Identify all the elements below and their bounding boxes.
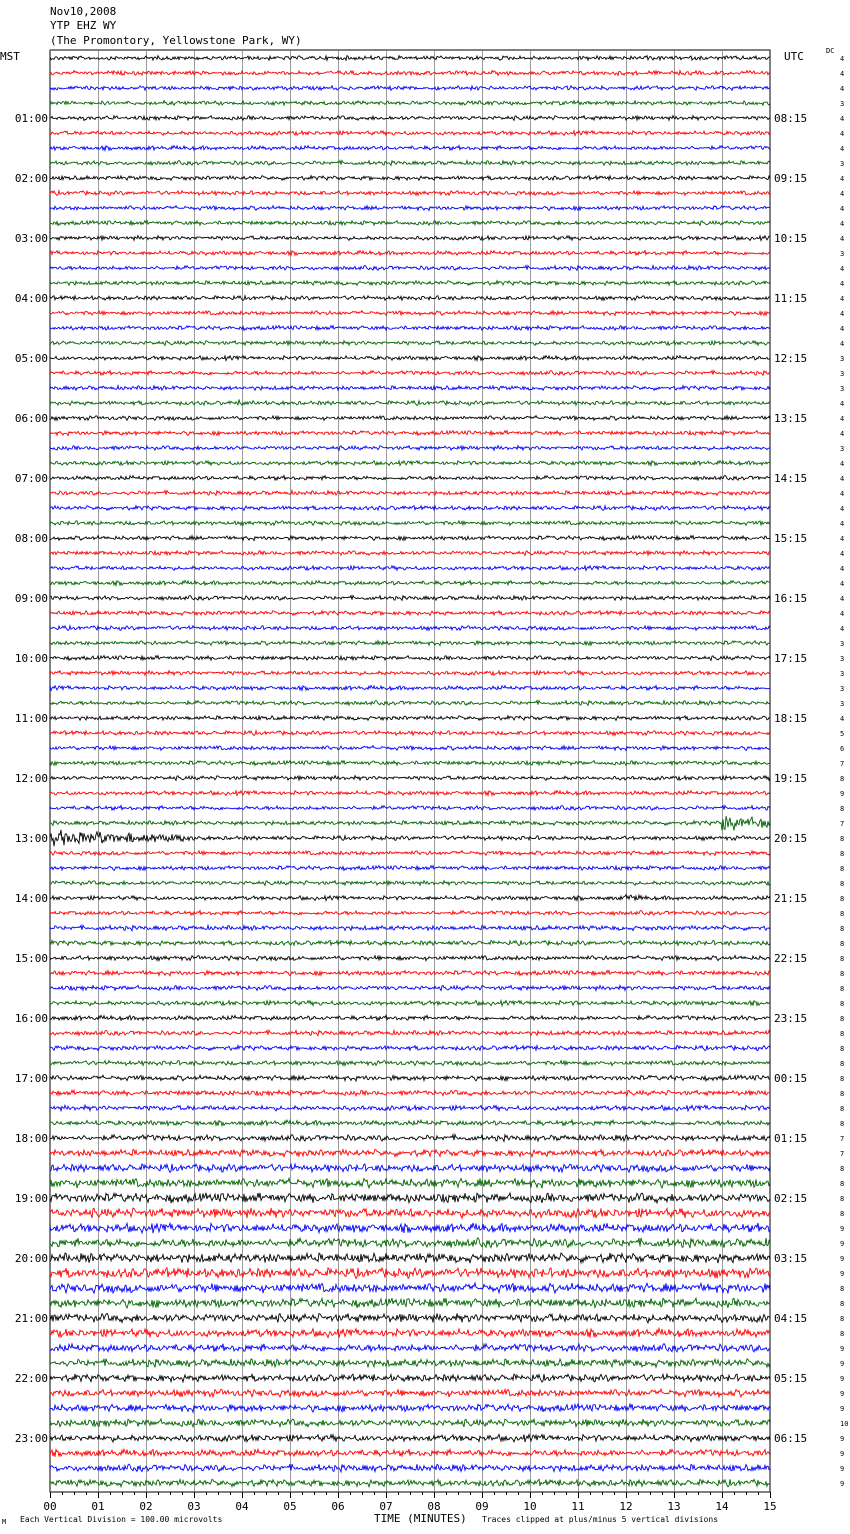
x-tick-label: 02	[139, 1500, 153, 1513]
seismic-trace	[50, 1419, 770, 1427]
dc-offset-value: 4	[840, 295, 845, 303]
dc-offset-value: 4	[840, 415, 845, 423]
record-date: Nov10,2008	[50, 5, 117, 18]
dc-offset-value: 4	[840, 475, 845, 483]
seismic-trace	[50, 956, 770, 961]
seismic-trace	[50, 131, 770, 136]
seismic-trace	[50, 1193, 770, 1203]
seismic-trace	[50, 1464, 770, 1472]
hour-label-utc: 00:15	[774, 1072, 808, 1085]
seismic-trace	[50, 1075, 770, 1081]
seismic-trace	[50, 1253, 770, 1263]
dc-offset-value: 4	[840, 280, 845, 288]
dc-offset-value: 4	[840, 55, 845, 63]
hour-label-utc: 06:15	[774, 1432, 808, 1445]
hour-label-utc: 13:15	[774, 412, 808, 425]
hour-label-local: 20:00	[14, 1252, 48, 1265]
seismic-trace	[50, 1359, 770, 1368]
hour-label-local: 03:00	[14, 232, 48, 245]
hour-label-utc: 08:15	[774, 112, 808, 125]
x-tick-label: 05	[283, 1500, 297, 1513]
hour-label-local: 12:00	[14, 772, 48, 785]
hour-label-utc: 19:15	[774, 772, 808, 785]
hour-label-local: 13:00	[14, 832, 48, 845]
hour-label-utc: 10:15	[774, 232, 808, 245]
dc-offset-value: 7	[840, 1150, 845, 1158]
label-layer	[15, 55, 849, 1513]
seismic-trace	[50, 1135, 770, 1142]
dc-offset-value: 4	[840, 175, 845, 183]
dc-offset-value: 9	[840, 1270, 845, 1278]
x-axis-title: TIME (MINUTES)	[374, 1512, 467, 1525]
hour-label-local: 02:00	[14, 172, 48, 185]
hour-label-utc: 12:15	[774, 352, 808, 365]
seismic-trace	[50, 236, 770, 241]
dc-offset-value: 8	[840, 1285, 845, 1293]
seismic-trace	[50, 71, 770, 76]
dc-offset-value: 9	[840, 1480, 845, 1488]
dc-offset-value: 8	[840, 805, 845, 813]
seismic-trace	[50, 816, 770, 830]
seismic-trace	[50, 221, 770, 226]
dc-offset-value: 9	[840, 790, 845, 798]
dc-offset-value: 9	[840, 1360, 845, 1368]
x-tick-label: 04	[235, 1500, 249, 1513]
seismic-trace	[50, 1434, 770, 1442]
dc-offset-value: 4	[840, 610, 845, 618]
seismic-trace	[50, 476, 770, 481]
dc-offset-value: 4	[840, 535, 845, 543]
seismic-trace	[50, 341, 770, 346]
x-tick-label: 08	[427, 1500, 441, 1513]
x-tick-label: 01	[91, 1500, 105, 1513]
hour-label-utc: 21:15	[774, 892, 808, 905]
hour-label-local: 15:00	[14, 952, 48, 965]
dc-offset-value: 4	[840, 220, 845, 228]
dc-offset-value: 10	[840, 1420, 849, 1428]
trace-layer	[50, 56, 770, 1487]
dc-offset-value: 4	[840, 595, 845, 603]
seismic-trace	[50, 791, 770, 796]
seismic-trace	[50, 461, 770, 466]
seismic-trace	[50, 701, 770, 706]
seismic-trace	[50, 296, 770, 301]
seismic-trace	[50, 1149, 770, 1156]
hour-label-local: 21:00	[14, 1312, 48, 1325]
dc-offset-value: 8	[840, 1330, 845, 1338]
dc-offset-value: 4	[840, 565, 845, 573]
seismic-trace	[50, 970, 770, 975]
dc-offset-value: 9	[840, 1390, 845, 1398]
hour-label-utc: 23:15	[774, 1012, 808, 1025]
seismic-trace	[50, 1449, 770, 1457]
right-timezone-label: UTC	[784, 50, 804, 63]
seismic-trace	[50, 611, 770, 616]
seismic-trace	[50, 281, 770, 286]
dc-offset-value: 9	[840, 1240, 845, 1248]
seismic-trace	[50, 116, 770, 121]
dc-offset-value: 5	[840, 730, 845, 738]
seismic-trace	[50, 895, 770, 901]
seismic-trace	[50, 371, 770, 376]
seismic-trace	[50, 626, 770, 631]
hour-label-local: 23:00	[14, 1432, 48, 1445]
hour-label-local: 05:00	[14, 352, 48, 365]
seismic-trace	[50, 206, 770, 211]
seismic-trace	[50, 251, 770, 256]
seismic-trace	[50, 1105, 770, 1111]
seismic-trace	[50, 761, 770, 766]
dc-offset-value: 8	[840, 835, 845, 843]
dc-offset-value: 8	[840, 1195, 845, 1203]
dc-offset-value: 8	[840, 910, 845, 918]
seismic-trace	[50, 386, 770, 391]
left-timezone-label: MST	[0, 50, 20, 63]
dc-offset-value: 4	[840, 400, 845, 408]
dc-column-label: DC	[826, 47, 835, 55]
dc-offset-value: 3	[840, 250, 845, 258]
corner-mark: M	[2, 1518, 7, 1526]
hour-label-utc: 14:15	[774, 472, 808, 485]
dc-offset-value: 8	[840, 1120, 845, 1128]
dc-offset-value: 8	[840, 970, 845, 978]
station-location: (The Promontory, Yellowstone Park, WY)	[50, 34, 302, 47]
hour-label-utc: 11:15	[774, 292, 808, 305]
seismic-trace	[50, 326, 770, 331]
dc-offset-value: 3	[840, 355, 845, 363]
hour-label-utc: 18:15	[774, 712, 808, 725]
dc-offset-value: 7	[840, 820, 845, 828]
dc-offset-value: 3	[840, 160, 845, 168]
hour-label-utc: 03:15	[774, 1252, 808, 1265]
seismic-trace	[50, 1164, 770, 1173]
dc-offset-value: 8	[840, 1015, 845, 1023]
dc-offset-value: 4	[840, 520, 845, 528]
seismic-trace	[50, 266, 770, 271]
dc-offset-value: 4	[840, 430, 845, 438]
seismic-trace	[50, 400, 770, 406]
seismic-trace	[50, 176, 770, 181]
x-tick-label: 03	[187, 1500, 201, 1513]
hour-label-utc: 04:15	[774, 1312, 808, 1325]
seismic-trace	[50, 551, 770, 556]
dc-offset-value: 8	[840, 1030, 845, 1038]
x-tick-label: 07	[379, 1500, 393, 1513]
seismic-trace	[50, 1479, 770, 1487]
dc-offset-value: 3	[840, 640, 845, 648]
seismic-trace	[50, 1298, 770, 1308]
dc-offset-value: 4	[840, 115, 845, 123]
hour-label-local: 16:00	[14, 1012, 48, 1025]
seismic-trace	[50, 1329, 770, 1338]
dc-offset-value: 4	[840, 70, 845, 78]
x-tick-label: 11	[571, 1500, 585, 1513]
hour-label-utc: 02:15	[774, 1192, 808, 1205]
seismic-trace	[50, 1120, 770, 1126]
seismic-trace	[50, 566, 770, 571]
dc-offset-value: 8	[840, 940, 845, 948]
hour-label-utc: 16:15	[774, 592, 808, 605]
dc-offset-value: 8	[840, 895, 845, 903]
hour-label-utc: 22:15	[774, 952, 808, 965]
hour-label-local: 11:00	[14, 712, 48, 725]
seismic-trace	[50, 311, 770, 316]
seismic-trace	[50, 716, 770, 721]
seismic-trace	[50, 86, 770, 91]
seismic-trace	[50, 101, 770, 106]
dc-offset-value: 8	[840, 865, 845, 873]
dc-offset-value: 3	[840, 700, 845, 708]
hour-label-utc: 15:15	[774, 532, 808, 545]
hour-label-utc: 17:15	[774, 652, 808, 665]
dc-offset-value: 4	[840, 235, 845, 243]
dc-offset-value: 3	[840, 655, 845, 663]
hour-label-utc: 09:15	[774, 172, 808, 185]
seismic-trace	[50, 1061, 770, 1066]
hour-label-local: 06:00	[14, 412, 48, 425]
x-tick-label: 12	[619, 1500, 633, 1513]
dc-offset-value: 4	[840, 265, 845, 273]
dc-offset-value: 4	[840, 85, 845, 93]
seismic-trace	[50, 161, 770, 166]
dc-offset-value: 6	[840, 745, 845, 753]
seismic-trace	[50, 671, 770, 676]
dc-offset-value: 9	[840, 1435, 845, 1443]
seismic-trace	[50, 1238, 770, 1248]
hour-label-local: 08:00	[14, 532, 48, 545]
dc-offset-value: 4	[840, 490, 845, 498]
dc-offset-value: 8	[840, 775, 845, 783]
dc-offset-value: 4	[840, 715, 845, 723]
hour-label-local: 17:00	[14, 1072, 48, 1085]
x-tick-label: 10	[523, 1500, 537, 1513]
seismic-trace	[50, 985, 770, 990]
seismic-trace	[50, 1015, 770, 1020]
seismic-trace	[50, 911, 770, 916]
dc-offset-value: 4	[840, 460, 845, 468]
dc-offset-value: 9	[840, 1345, 845, 1353]
hour-label-local: 01:00	[14, 112, 48, 125]
dc-offset-value: 8	[840, 1090, 845, 1098]
x-tick-label: 15	[763, 1500, 777, 1513]
seismic-trace	[50, 536, 770, 541]
seismic-trace	[50, 1283, 770, 1293]
seismic-trace	[50, 446, 770, 451]
dc-offset-value: 7	[840, 760, 845, 768]
dc-offset-value: 8	[840, 850, 845, 858]
seismic-trace	[50, 1090, 770, 1096]
dc-offset-value: 8	[840, 985, 845, 993]
hour-label-local: 09:00	[14, 592, 48, 605]
dc-offset-value: 4	[840, 625, 845, 633]
hour-label-local: 22:00	[14, 1372, 48, 1385]
seismic-trace	[50, 56, 770, 61]
seismic-trace	[50, 1223, 770, 1233]
dc-offset-value: 3	[840, 445, 845, 453]
seismic-trace	[50, 746, 770, 751]
hour-label-utc: 05:15	[774, 1372, 808, 1385]
dc-offset-value: 3	[840, 685, 845, 693]
dc-offset-value: 8	[840, 1315, 845, 1323]
seismic-trace	[50, 506, 770, 511]
hour-label-utc: 01:15	[774, 1132, 808, 1145]
dc-offset-value: 9	[840, 1465, 845, 1473]
hour-label-local: 07:00	[14, 472, 48, 485]
seismic-trace	[50, 731, 770, 736]
seismic-trace	[50, 1030, 770, 1035]
clip-note: Traces clipped at plus/minus 5 vertical divisions	[482, 1515, 719, 1524]
dc-offset-value: 9	[840, 1255, 845, 1263]
dc-offset-value: 4	[840, 310, 845, 318]
seismic-trace	[50, 581, 770, 586]
seismic-trace	[50, 191, 770, 196]
seismic-trace	[50, 1001, 770, 1006]
hour-label-local: 10:00	[14, 652, 48, 665]
seismic-trace	[50, 686, 770, 691]
seismic-trace	[50, 1389, 770, 1397]
seismic-trace	[50, 356, 770, 361]
dc-offset-value: 9	[840, 1375, 845, 1383]
seismic-trace	[50, 1313, 770, 1322]
dc-offset-value: 8	[840, 1060, 845, 1068]
dc-offset-value: 4	[840, 130, 845, 138]
seismic-trace	[50, 830, 770, 846]
station-code: YTP EHZ WY	[50, 19, 117, 32]
seismic-trace	[50, 1268, 770, 1279]
dc-offset-value: 8	[840, 1180, 845, 1188]
dc-offset-value: 4	[840, 190, 845, 198]
dc-offset-value: 8	[840, 925, 845, 933]
x-tick-label: 00	[43, 1500, 57, 1513]
seismic-trace	[50, 940, 770, 945]
dc-offset-value: 8	[840, 1000, 845, 1008]
dc-offset-value: 7	[840, 1135, 845, 1143]
seismic-trace	[50, 431, 770, 436]
seismic-trace	[50, 1344, 770, 1352]
dc-offset-value: 4	[840, 340, 845, 348]
hour-label-utc: 20:15	[774, 832, 808, 845]
seismic-trace	[50, 806, 770, 811]
dc-offset-value: 3	[840, 100, 845, 108]
seismic-trace	[50, 596, 770, 601]
dc-offset-value: 4	[840, 580, 845, 588]
seismic-trace	[50, 1045, 770, 1050]
hour-label-local: 19:00	[14, 1192, 48, 1205]
dc-offset-value: 9	[840, 1225, 845, 1233]
seismic-trace	[50, 1178, 770, 1188]
hour-label-local: 04:00	[14, 292, 48, 305]
seismic-trace	[50, 521, 770, 526]
seismic-trace	[50, 866, 770, 871]
scale-note: Each Vertical Division = 100.00 microvolts	[20, 1515, 223, 1524]
dc-offset-value: 3	[840, 385, 845, 393]
seismic-trace	[50, 925, 770, 930]
seismic-trace	[50, 146, 770, 151]
hour-label-local: 18:00	[14, 1132, 48, 1145]
seismic-trace	[50, 1404, 770, 1412]
seismic-trace	[50, 416, 770, 421]
seismic-trace	[50, 491, 770, 496]
seismic-trace	[50, 881, 770, 886]
x-tick-label: 06	[331, 1500, 345, 1513]
dc-offset-value: 4	[840, 505, 845, 513]
dc-offset-value: 8	[840, 1210, 845, 1218]
dc-offset-value: 8	[840, 1165, 845, 1173]
dc-offset-value: 4	[840, 550, 845, 558]
x-tick-label: 13	[667, 1500, 681, 1513]
x-tick-label: 09	[475, 1500, 489, 1513]
seismic-trace	[50, 656, 770, 661]
seismic-trace	[50, 1208, 770, 1218]
seismic-trace	[50, 776, 770, 781]
dc-offset-value: 8	[840, 1105, 845, 1113]
x-tick-label: 14	[715, 1500, 729, 1513]
seismic-trace	[50, 851, 770, 856]
dc-offset-value: 8	[840, 955, 845, 963]
plot-frame	[50, 50, 770, 1492]
dc-offset-value: 8	[840, 1045, 845, 1053]
dc-offset-value: 4	[840, 325, 845, 333]
dc-offset-value: 3	[840, 370, 845, 378]
seismic-trace	[50, 641, 770, 646]
dc-offset-value: 9	[840, 1450, 845, 1458]
dc-offset-value: 8	[840, 1300, 845, 1308]
hour-label-local: 14:00	[14, 892, 48, 905]
dc-offset-value: 8	[840, 880, 845, 888]
dc-offset-value: 4	[840, 205, 845, 213]
dc-offset-value: 4	[840, 145, 845, 153]
seismic-trace	[50, 1374, 770, 1382]
dc-offset-value: 3	[840, 670, 845, 678]
dc-offset-value: 8	[840, 1075, 845, 1083]
dc-offset-value: 9	[840, 1405, 845, 1413]
